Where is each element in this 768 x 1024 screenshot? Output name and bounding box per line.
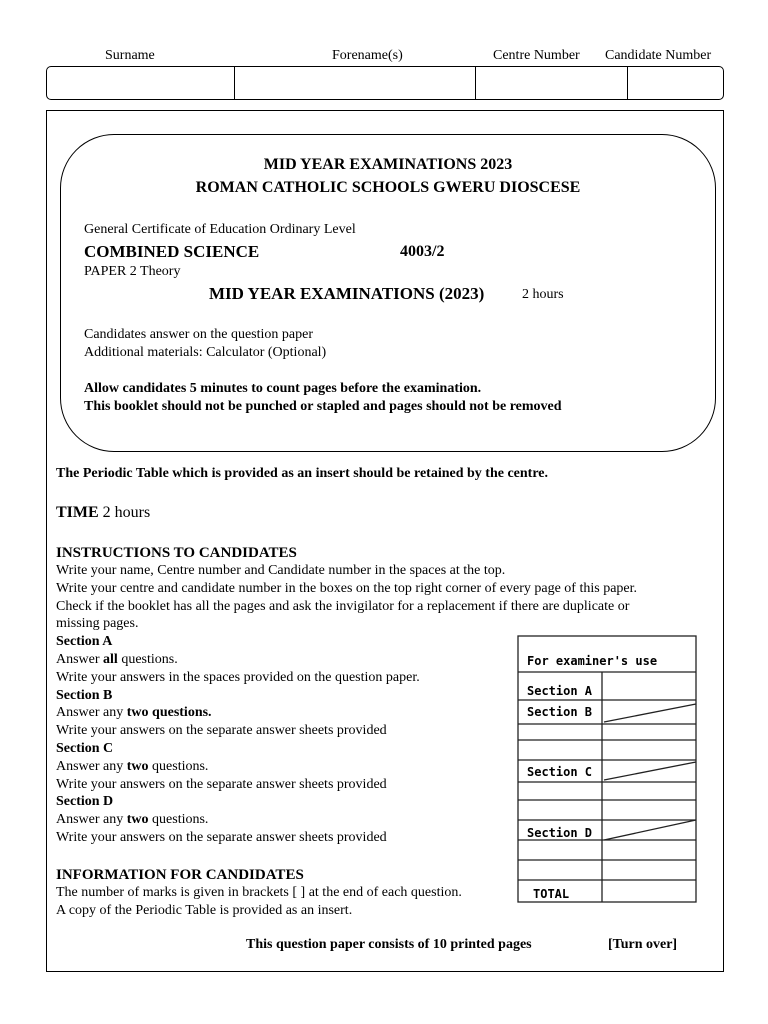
forenames-field[interactable] <box>235 67 474 99</box>
section-a-write: Write your answers in the spaces provided on the question paper. <box>56 669 420 685</box>
warning-no-staple: This booklet should not be punched or stapled and pages should not be removed <box>84 399 562 414</box>
time-label: TIME <box>56 504 99 521</box>
section-a-answer: Answer all questions. <box>56 651 178 667</box>
examiner-row-section-d: Section D <box>527 826 593 840</box>
slash-mark <box>604 762 696 780</box>
information-heading: INFORMATION FOR CANDIDATES <box>56 867 304 883</box>
examiner-row-total: TOTAL <box>533 887 570 901</box>
instructions-heading: INSTRUCTIONS TO CANDIDATES <box>56 545 297 561</box>
candidate-number-label: Candidate Number <box>605 48 712 63</box>
time-value: 2 hours <box>102 504 151 521</box>
instruction-line: Write your centre and candidate number in the boxes on the top right corner of every page of this paper. <box>56 580 638 596</box>
slash-mark <box>604 820 696 840</box>
answer-note: Candidates answer on the question paper <box>84 327 313 342</box>
forenames-label: Forename(s) <box>332 48 403 63</box>
section-b-answer: Answer any two questions. <box>56 705 212 721</box>
slash-mark <box>604 704 696 722</box>
instruction-line: Write your name, Centre number and Candidate number in the spaces at the top. <box>56 563 506 578</box>
instruction-line: missing pages. <box>56 616 139 632</box>
session-title: MID YEAR EXAMINATIONS (2023) <box>209 284 485 303</box>
examiner-row-section-b: Section B <box>527 705 593 719</box>
exam-title: MID YEAR EXAMINATIONS 2023 <box>263 156 513 173</box>
information-block <box>56 866 462 920</box>
section-c-answer: Answer any two questions. <box>56 758 209 774</box>
section-a-title: Section A <box>56 634 113 650</box>
time-line <box>56 504 150 522</box>
pages-note: This question paper consists of 10 printed pages <box>246 937 532 952</box>
turn-over: [Turn over] <box>608 937 678 952</box>
information-line: A copy of the Periodic Table is provided as an insert. <box>56 902 353 918</box>
subject-code: 4003/2 <box>400 243 445 260</box>
warning-count-pages: Allow candidates 5 minutes to count pages before the examination. <box>84 381 482 396</box>
section-d-title: Section D <box>56 794 114 810</box>
surname-label: Surname <box>105 48 155 63</box>
section-b-write: Write your answers on the separate answer sheets provided <box>56 723 387 739</box>
examiner-table-heading: For examiner's use <box>527 654 658 668</box>
centre-number-field[interactable] <box>476 67 626 99</box>
candidate-details-box <box>46 66 724 100</box>
section-d-write: Write your answers on the separate answer sheets provided <box>56 829 387 845</box>
examiner-row-section-c: Section C <box>527 765 593 779</box>
materials-note: Additional materials: Calculator (Optional) <box>84 345 327 360</box>
duration: 2 hours <box>522 287 564 302</box>
section-c-title: Section C <box>56 740 114 756</box>
certificate-level: General Certificate of Education Ordinary Level <box>84 222 356 237</box>
centre-number-label: Centre Number <box>493 48 580 63</box>
candidate-number-field[interactable] <box>628 67 723 99</box>
information-line: The number of marks is given in brackets [ ] at the end of each question. <box>56 885 462 900</box>
subject-title: COMBINED SCIENCE <box>84 242 260 261</box>
periodic-table-note: The Periodic Table which is provided as an insert should be retained by the centre. <box>56 466 548 481</box>
section-c-write: Write your answers on the separate answer sheets provided <box>56 776 387 792</box>
organisation-title: ROMAN CATHOLIC SCHOOLS GWERU DIOSCESE <box>195 179 581 196</box>
examiner-row-section-a: Section A <box>527 684 593 698</box>
surname-field[interactable] <box>47 67 234 99</box>
section-b-title: Section B <box>56 687 113 703</box>
instruction-line: Check if the booklet has all the pages and ask the invigilator for a replacement if there are duplicate or <box>56 598 630 614</box>
section-d-answer: Answer any two questions. <box>56 812 209 828</box>
paper-name: PAPER 2 Theory <box>84 264 181 279</box>
